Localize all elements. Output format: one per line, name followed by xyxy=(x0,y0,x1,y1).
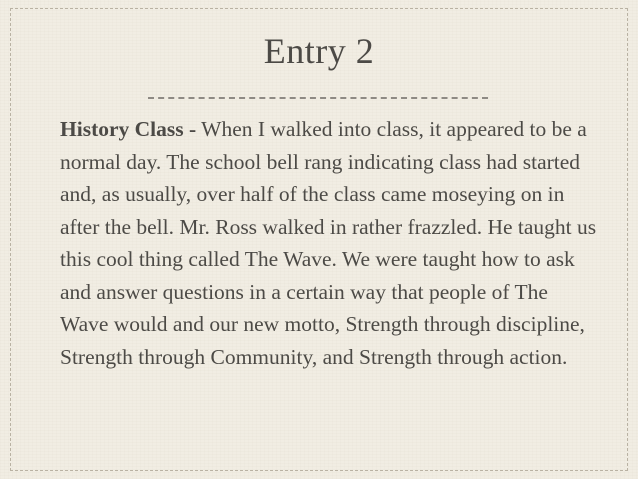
slide-title: Entry 2 xyxy=(263,31,375,71)
entry-body xyxy=(60,113,600,373)
entry-text: When I walked into class, it appeared to be a normal day. The school bell rang indicating class had started and, as usually, over half of the class came moseying on in after the bell. Mr. Ross walked in rather frazzled. He taught us this cool thing called The Wave. We were taught how to ask and answer questions in a certain way that people of The Wave would and our new motto, Strength through discipline, Strength through Community, and Strength through action. xyxy=(60,117,597,369)
entry-lead: History Class - xyxy=(60,117,197,141)
title-divider xyxy=(148,97,488,99)
